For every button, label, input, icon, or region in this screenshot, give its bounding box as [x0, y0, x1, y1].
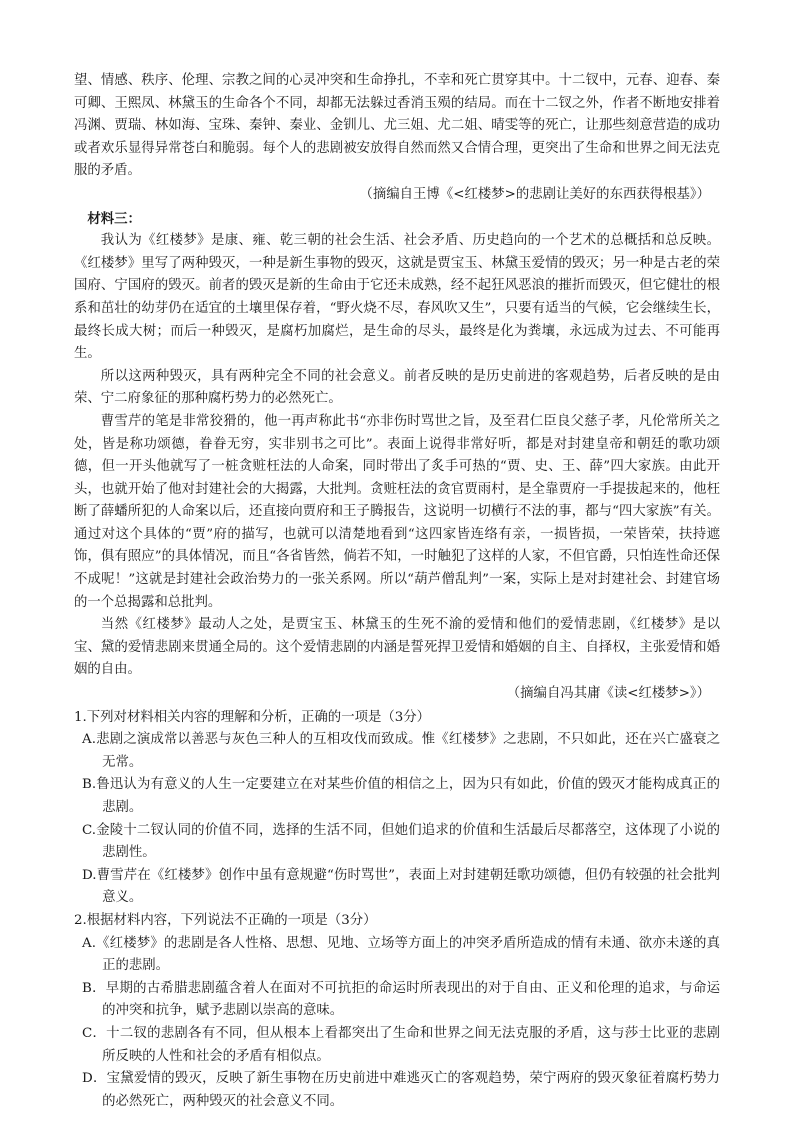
question-option-b[interactable]: B．早期的古希腊悲剧蕴含着人在面对不可抗拒的命运时所表现出的对于自由、正义和伦理的追求，与命运的冲突和抗争，赋予悲剧以崇高的意味。: [82, 980, 720, 1019]
question-option-a[interactable]: A.悲剧之演成常以善恶与灰色三种人的互相攻伐而致成。惟《红楼梦》之悲剧，不只如此，还在兴亡盛衰之无常。: [82, 732, 720, 770]
question-stem: 1.下列对材料相关内容的理解和分析，正确的一项是（3分）: [74, 709, 431, 725]
question-1: [74, 707, 720, 910]
question-option-b[interactable]: B.鲁迅认为有意义的人生一定要建立在对某些价值的相信之上，因为只有如此，价值的毁灭才能构成真正的悲剧。: [82, 777, 720, 815]
question-option-c[interactable]: C．十二钗的悲剧各有不同，但从根本上看都突出了生命和世界之间无法克服的矛盾，这与莎士比亚的悲剧所反映的人性和社会的矛盾有相似点。: [82, 1025, 720, 1064]
material3-paragraph: 曹雪芹的笔是非常狡猾的，他一再声称此书“亦非伤时骂世之旨，及至君仁臣良父慈子孝，凡伦常所关之处，皆是称功颂德，眷眷无穷，实非别书之可比”。表面上说得非常好听，都是对封建皇帝和朝廷的歌功颂德，但一开头他就写了一桩贪赃枉法的人命案，同时带出了炙手可热的“贾、史、王、薛”四大家族。由此开头，也就开始了他对封建社会的大揭露，大批判。贪赃枉法的贪官贾雨村，是全靠贾府一手提拔起来的，他枉断了薛蟠所犯的人命案以后，还直接向贾府和王子腾报告，这说明一切横行不法的事，都与“四大家族”有关。通过对这个具体的“贾”府的描写，也就可以清楚地看到“这四家皆连络有亲，一损皆损，一荣皆荣，扶持遮饰，俱有照应”的具体情况，而且“各省皆然，倘若不知，一时触犯了这样的人家，不但官爵，只怕连性命还保不成呢！”这就是封建社会政治势力的一张关系网。所以“葫芦僧乱判”一案，实际上是对封建社会、封建官场的一个总揭露和总批判。: [74, 413, 720, 610]
question-option-d[interactable]: D．宝黛爱情的毁灭，反映了新生事物在历史前进中难逃灭亡的客观趋势，荣宁两府的毁灭象征着腐朽势力的必然死亡，两种毁灭的社会意义不同。: [82, 1071, 720, 1109]
material2-tail: 望、情感、秩序、伦理、宗教之间的心灵冲突和生命挣扎，不幸和死亡贯穿其中。十二钗中，元春、迎春、秦可卿、王熙凤、林黛玉的生命各个不同，却都无法躲过香消玉殒的结局。而在十二钗之外，作者不断地安排着冯渊、贾瑞、林如海、宝珠、秦钟、秦业、金钏儿、尤三姐、尤二姐、晴雯等的死亡，让那些刻意营造的成功或者欢乐显得异常苍白和脆弱。每个人的悲剧被安放得自然而然又合情合理，更突出了生命和世界之间无法克服的矛盾。: [74, 73, 720, 179]
material3-paragraph: 我认为《红楼梦》是康、雍、乾三朝的社会生活、社会矛盾、历史趋向的一个艺术的总概括和总反映。《红楼梦》里写了两种毁灭，一种是新生事物的毁灭，这就是贾宝玉、林黛玉爱情的毁灭；另一种是古老的荣国府、宁国府的毁灭。前者的毁灭是新的生命由于它还未成熟，经不起狂风恶浪的摧折而毁灭，但它健壮的根系和茁壮的幼芽仍在适宜的土壤里保存着，“野火烧不尽，春风吹又生”，只要有适当的气候，它会继续生长，最终长成大树；而后一种毁灭，是腐朽加腐烂，是生命的尽头，最终是化为粪壤，永远成为过去、不可能再生。: [74, 233, 720, 362]
material3-source: （摘编自冯其庸《读<红楼梦>》）: [506, 686, 710, 702]
material3-paragraph: 所以这两种毁灭，具有两种完全不同的社会意义。前者反映的是历史前进的客观趋势，后者反映的是由荣、宁二府象征的那种腐朽势力的必然死亡。: [74, 368, 720, 407]
material2-source: （摘编自王博《<红楼梦>的悲剧让美好的东西获得根基》）: [359, 186, 710, 202]
question-option-d[interactable]: D.曹雪芹在《红楼梦》创作中虽有意规避“伤时骂世”，表面上对封建朝廷歌功颂德，但仍有较强的社会批判意义。: [82, 867, 720, 906]
question-option-a[interactable]: A.《红楼梦》的悲剧是各人性格、思想、见地、立场等方面上的冲突矛盾所造成的情有未通、欲亦未遂的真正的悲剧。: [82, 935, 720, 974]
question-2: [74, 910, 720, 1113]
material3-paragraph: 当然《红楼梦》最动人之处，是贾宝玉、林黛玉的生死不渝的爱情和他们的爱情悲剧，《红楼梦》是以宝、黛的爱情悲剧来贯通全局的。这个爱情悲剧的内涵是誓死捍卫爱情和婚姻的自主、自择权，主张爱情和婚姻的自由。: [74, 617, 720, 678]
question-option-c[interactable]: C.金陵十二钗认同的价值不同，选择的生活不同，但她们追求的价值和生活最后尽都落空，这体现了小说的悲剧性。: [82, 822, 720, 861]
question-stem: 2.根据材料内容，下列说法不正确的一项是（3分）: [74, 912, 377, 928]
material3-heading: 材料三：: [87, 210, 141, 227]
